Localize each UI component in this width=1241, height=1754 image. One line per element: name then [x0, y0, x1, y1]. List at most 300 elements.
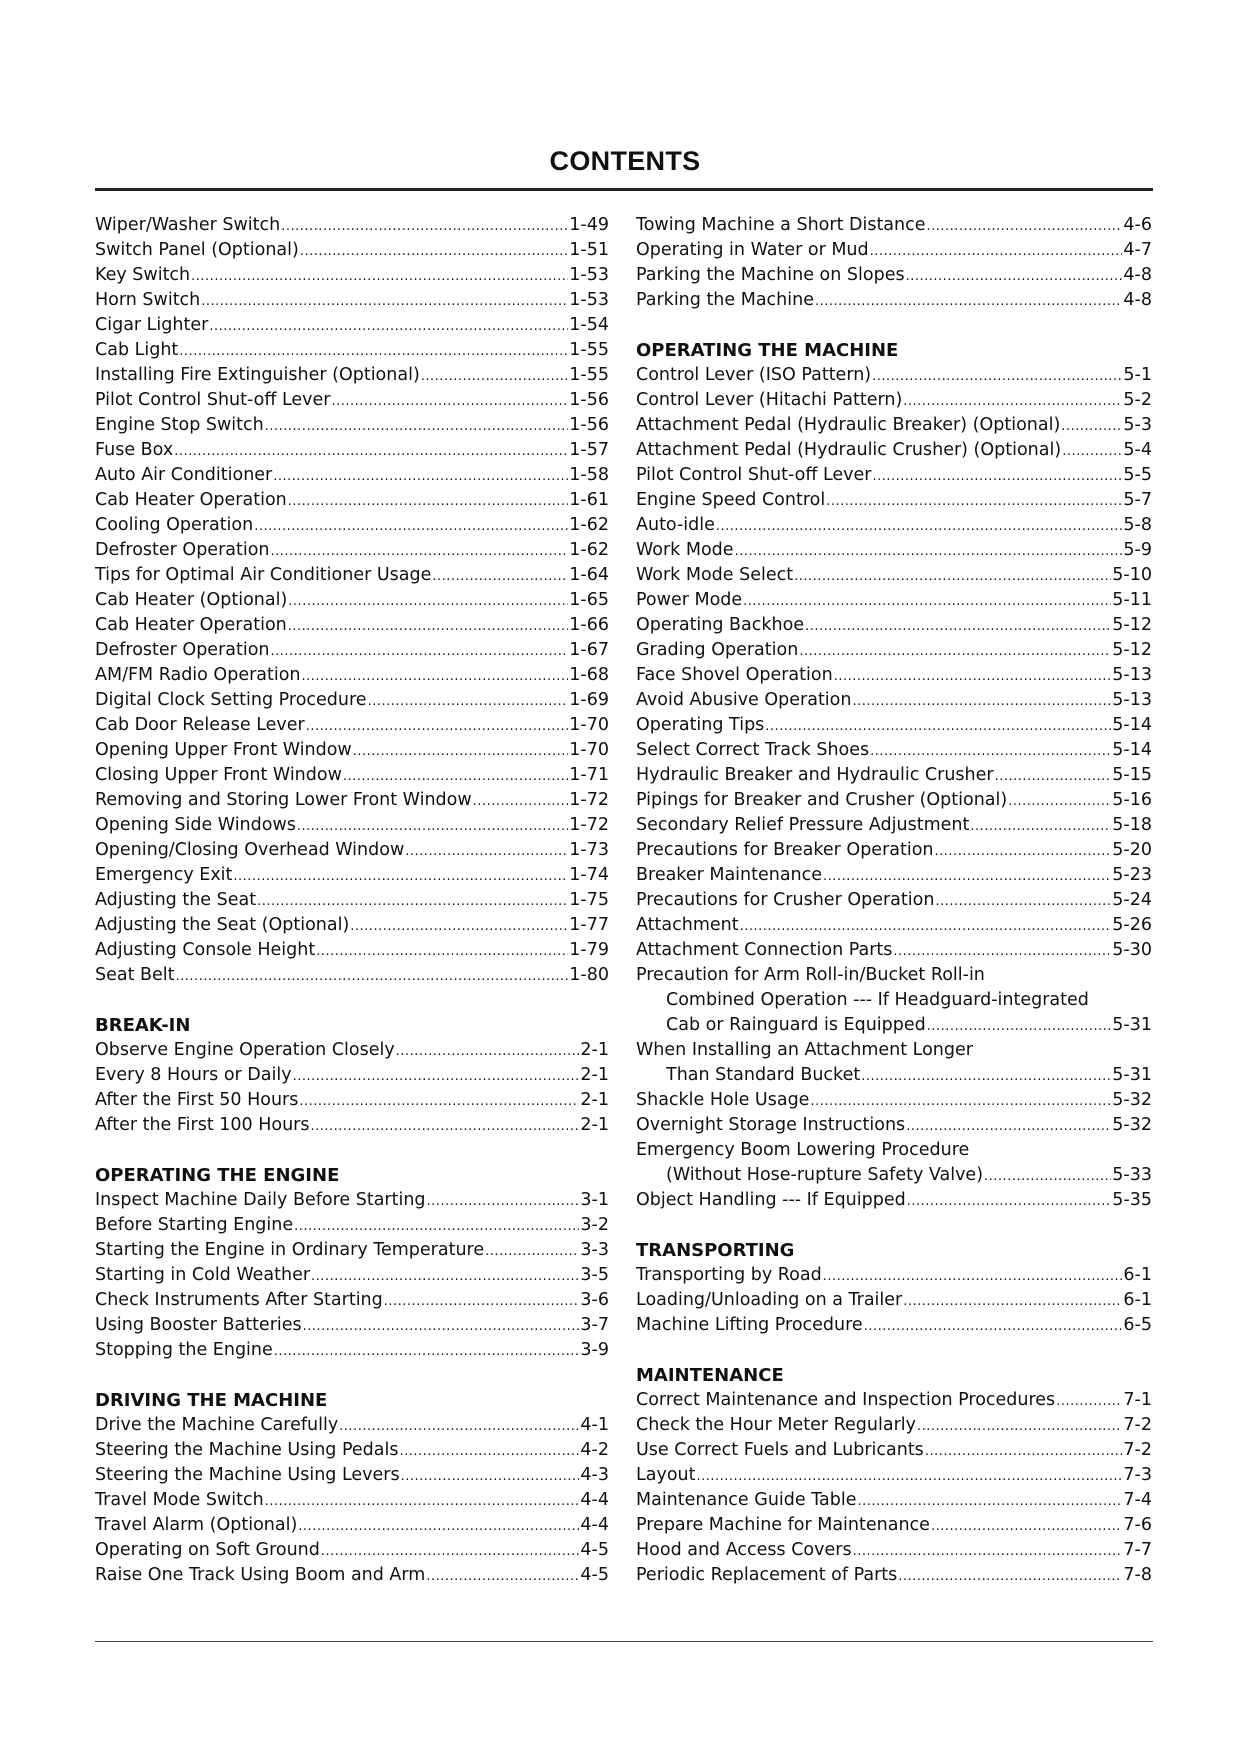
- toc-entry-page: 7-7: [1123, 1540, 1152, 1560]
- toc-entry-title: Opening Upper Front Window: [95, 740, 352, 760]
- toc-entry-title: Transporting by Road: [636, 1265, 822, 1285]
- toc-entry-title: Using Booster Batteries: [95, 1315, 302, 1335]
- toc-entry[interactable]: [636, 263, 1152, 288]
- toc-entry[interactable]: [636, 1513, 1152, 1538]
- toc-entry-page: 1-70: [569, 740, 609, 760]
- toc-entry[interactable]: [636, 488, 1152, 513]
- toc-entry-row: [636, 688, 1152, 713]
- toc-entry-page: 5-7: [1123, 490, 1152, 510]
- toc-entry-title: Stopping the Engine: [95, 1340, 273, 1360]
- toc-entry-title: Every 8 Hours or Daily: [95, 1065, 292, 1085]
- dot-leader: [873, 463, 1123, 489]
- toc-section-operating-the-engine: [95, 1163, 609, 1363]
- dot-leader: [273, 463, 568, 489]
- section-heading: MAINTENANCE: [636, 1365, 784, 1386]
- toc-entry[interactable]: [636, 463, 1152, 488]
- toc-entry-row: [95, 488, 609, 513]
- dot-leader: [935, 888, 1111, 914]
- toc-entry-row: [95, 1113, 609, 1138]
- toc-entry-row: [636, 863, 1152, 888]
- dot-leader: [925, 1438, 1123, 1464]
- dot-leader: [794, 563, 1111, 589]
- toc-entry[interactable]: [636, 738, 1152, 763]
- dot-leader: [984, 1163, 1111, 1189]
- toc-entry-title: Work Mode Select: [636, 565, 794, 585]
- toc-entry[interactable]: [95, 1288, 609, 1313]
- toc-entry-row: [636, 813, 1152, 838]
- toc-entry-title: Overnight Storage Instructions: [636, 1115, 906, 1135]
- toc-entry[interactable]: [636, 413, 1152, 438]
- dot-leader: [288, 488, 569, 514]
- toc-entry[interactable]: [95, 513, 609, 538]
- toc-entry-title: Precautions for Crusher Operation: [636, 890, 935, 910]
- toc-entry-title: Auto Air Conditioner: [95, 465, 273, 485]
- toc-entry-title: Attachment Pedal (Hydraulic Crusher) (Optional): [636, 440, 1062, 460]
- toc-entry-row: [636, 1113, 1152, 1138]
- toc-entry-title: Engine Stop Switch: [95, 415, 264, 435]
- toc-entry[interactable]: [95, 788, 609, 813]
- toc-entry[interactable]: [95, 738, 609, 763]
- toc-entry[interactable]: [636, 638, 1152, 663]
- toc-entry-line: Emergency Boom Lowering Procedure: [636, 1140, 970, 1160]
- toc-entry[interactable]: [636, 288, 1152, 313]
- toc-entry-row: [95, 638, 609, 663]
- toc-entry-title: Check the Hour Meter Regularly: [636, 1415, 916, 1435]
- toc-entry-row: [636, 463, 1152, 488]
- toc-entry-row: [95, 363, 609, 388]
- toc-entry-page: 1-51: [569, 240, 609, 260]
- dot-leader: [740, 913, 1112, 939]
- dot-leader: [927, 213, 1123, 239]
- toc-entry[interactable]: [95, 763, 609, 788]
- toc-entry-title: Operating Backhoe: [636, 615, 805, 635]
- toc-entry[interactable]: [95, 963, 609, 988]
- toc-entry[interactable]: [95, 813, 609, 838]
- toc-entry[interactable]: [95, 638, 609, 663]
- dot-leader: [332, 388, 569, 414]
- toc-entry-page: 1-62: [569, 515, 609, 535]
- dot-leader: [906, 263, 1123, 289]
- toc-entry-row: [95, 1563, 609, 1588]
- toc-entry-row: [95, 1213, 609, 1238]
- toc-entry-page: 1-70: [569, 715, 609, 735]
- toc-entry-row: [95, 713, 609, 738]
- toc-entry[interactable]: [636, 838, 1152, 863]
- toc-entry[interactable]: [95, 338, 609, 363]
- toc-entry-row: [636, 363, 1152, 388]
- dot-leader: [426, 1563, 579, 1589]
- toc-entry[interactable]: [636, 1563, 1152, 1588]
- toc-entry-row: [636, 388, 1152, 413]
- toc-entry[interactable]: [95, 1463, 609, 1488]
- toc-entry-row: [636, 1088, 1152, 1113]
- toc-entry-page: 1-74: [569, 865, 609, 885]
- toc-entry-page: 5-23: [1112, 865, 1152, 885]
- toc-entry[interactable]: [95, 938, 609, 963]
- dot-leader: [297, 813, 568, 839]
- toc-entry[interactable]: [636, 913, 1152, 938]
- toc-entry-page: 1-61: [569, 490, 609, 510]
- toc-entry[interactable]: [95, 1538, 609, 1563]
- toc-entry[interactable]: [636, 1088, 1152, 1113]
- toc-entry-title: Operating on Soft Ground: [95, 1540, 320, 1560]
- toc-entry[interactable]: [95, 838, 609, 863]
- toc-entry-title: Cab Heater Operation: [95, 490, 287, 510]
- toc-entry-title: Cab Heater Operation: [95, 615, 287, 635]
- toc-entry-row: [636, 1388, 1152, 1413]
- toc-entry-page: 1-56: [569, 415, 609, 435]
- toc-entry[interactable]: [636, 238, 1152, 263]
- toc-entry[interactable]: [95, 363, 609, 388]
- toc-entry-page: 5-11: [1112, 590, 1152, 610]
- dot-leader: [316, 938, 568, 964]
- toc-entry-page: 7-2: [1123, 1440, 1152, 1460]
- toc-entry-page: 5-13: [1112, 690, 1152, 710]
- toc-entry-title: Opening/Closing Overhead Window: [95, 840, 405, 860]
- toc-entry[interactable]: [95, 913, 609, 938]
- toc-entry[interactable]: [636, 1438, 1152, 1463]
- toc-entry-row: [95, 1063, 609, 1088]
- toc-entry[interactable]: [636, 1038, 1152, 1088]
- toc-entry-row: [636, 1488, 1152, 1513]
- toc-entry-page: 1-56: [569, 390, 609, 410]
- dot-leader: [799, 638, 1111, 664]
- toc-entry-row: [95, 863, 609, 888]
- toc-entry[interactable]: [95, 388, 609, 413]
- dot-leader: [274, 1338, 580, 1364]
- toc-entry-row: [95, 513, 609, 538]
- toc-entry[interactable]: [636, 1413, 1152, 1438]
- toc-entry[interactable]: [95, 888, 609, 913]
- dot-leader: [294, 1213, 579, 1239]
- toc-entry-row: [95, 213, 609, 238]
- toc-entry-page: 5-32: [1112, 1090, 1152, 1110]
- toc-entry-page: 6-1: [1123, 1290, 1152, 1310]
- dot-leader: [872, 363, 1122, 389]
- toc-entry[interactable]: [636, 613, 1152, 638]
- toc-entry-page: 5-33: [1112, 1165, 1152, 1185]
- toc-entry[interactable]: [95, 1213, 609, 1238]
- toc-entry[interactable]: [636, 538, 1152, 563]
- toc-section-operating-the-machine: [636, 338, 1152, 1213]
- toc-entry-row: [636, 638, 1152, 663]
- section-heading: OPERATING THE MACHINE: [636, 340, 899, 361]
- toc-entry-page: 5-31: [1112, 1015, 1152, 1035]
- toc-entry-title: Adjusting the Seat (Optional): [95, 915, 350, 935]
- dot-leader: [303, 1313, 580, 1339]
- toc-entry[interactable]: [95, 538, 609, 563]
- toc-entry-title: Parking the Machine: [636, 290, 814, 310]
- dot-leader: [401, 1463, 580, 1489]
- toc-entry-title: Avoid Abusive Operation: [636, 690, 852, 710]
- toc-entry-page: 3-2: [580, 1215, 609, 1235]
- toc-entry-title: Travel Alarm (Optional): [95, 1515, 298, 1535]
- toc-entry-row: [95, 388, 609, 413]
- toc-entry[interactable]: [636, 938, 1152, 963]
- toc-entry[interactable]: [95, 238, 609, 263]
- dot-leader: [353, 738, 569, 764]
- toc-entry-title: After the First 100 Hours: [95, 1115, 310, 1135]
- toc-entry[interactable]: [636, 1313, 1152, 1338]
- dot-leader: [343, 763, 568, 789]
- toc-entry-row: [95, 613, 609, 638]
- toc-entry-row: [95, 313, 609, 338]
- toc-entry-title: Hydraulic Breaker and Hydraulic Crusher: [636, 765, 994, 785]
- toc-entry-line: When Installing an Attachment Longer: [636, 1040, 973, 1060]
- toc-entry-page: 1-53: [569, 265, 609, 285]
- toc-entry-page: 5-24: [1112, 890, 1152, 910]
- toc-entry[interactable]: [95, 263, 609, 288]
- toc-entry-row: [95, 1188, 609, 1213]
- toc-entry-page: 4-4: [580, 1490, 609, 1510]
- toc-entry-title: Face Shovel Operation: [636, 665, 833, 685]
- toc-entry-title: Cooling Operation: [95, 515, 254, 535]
- toc-entry-title: Steering the Machine Using Pedals: [95, 1440, 399, 1460]
- toc-entry[interactable]: [636, 963, 1152, 1038]
- toc-entry[interactable]: [636, 1463, 1152, 1488]
- toc-entry[interactable]: [636, 1188, 1152, 1213]
- toc-section-break-in: [95, 1013, 609, 1138]
- toc-entry-page: 1-75: [569, 890, 609, 910]
- toc-entry[interactable]: [636, 213, 1152, 238]
- toc-entry[interactable]: [636, 688, 1152, 713]
- toc-entry-title: AM/FM Radio Operation: [95, 665, 301, 685]
- toc-entry-page: 7-6: [1123, 1515, 1152, 1535]
- toc-entry-page: 4-2: [580, 1440, 609, 1460]
- toc-entry-page: 1-55: [569, 340, 609, 360]
- toc-entry-title: Control Lever (ISO Pattern): [636, 365, 872, 385]
- toc-entry[interactable]: [636, 888, 1152, 913]
- footer-rule: [95, 1641, 1153, 1642]
- toc-entry-page: 5-18: [1112, 815, 1152, 835]
- toc-entry[interactable]: [95, 1038, 609, 1063]
- toc-entry[interactable]: [636, 863, 1152, 888]
- toc-entry-title: Installing Fire Extinguisher (Optional): [95, 365, 420, 385]
- toc-entry[interactable]: [95, 713, 609, 738]
- toc-entry-title: Cab Heater (Optional): [95, 590, 288, 610]
- toc-entry-row: [95, 888, 609, 913]
- toc-entry-row: [95, 938, 609, 963]
- toc-entry-row: [636, 1263, 1152, 1288]
- toc-entry-row: [636, 538, 1152, 563]
- toc-entry-page: 1-67: [569, 640, 609, 660]
- toc-entry-page: 1-64: [569, 565, 609, 585]
- toc-entry[interactable]: [95, 1563, 609, 1588]
- toc-entry-page: 1-69: [569, 690, 609, 710]
- toc-entry-row: [636, 938, 1152, 963]
- toc-entry-title: Loading/Unloading on a Trailer: [636, 1290, 903, 1310]
- toc-entry[interactable]: [95, 488, 609, 513]
- dot-leader: [995, 763, 1112, 789]
- page-title: CONTENTS: [549, 146, 701, 176]
- dot-leader: [321, 1538, 580, 1564]
- toc-entry-row: [95, 1288, 609, 1313]
- toc-entry-row: [636, 1013, 1152, 1038]
- dot-leader: [201, 288, 568, 314]
- toc-entry-page: 4-5: [580, 1565, 609, 1585]
- toc-entry[interactable]: [95, 313, 609, 338]
- toc-entry-title: Digital Clock Setting Procedure: [95, 690, 367, 710]
- toc-entry[interactable]: [95, 213, 609, 238]
- toc-entry-page: 3-1: [580, 1190, 609, 1210]
- toc-entry-page: 5-12: [1112, 640, 1152, 660]
- toc-entry-row: [95, 288, 609, 313]
- dot-leader: [907, 1188, 1112, 1214]
- toc-entry-title: Pilot Control Shut-off Lever: [95, 390, 331, 410]
- toc-entry-title: Attachment Pedal (Hydraulic Breaker) (Optional): [636, 415, 1061, 435]
- toc-entry-title: Closing Upper Front Window: [95, 765, 342, 785]
- toc-entry-title: Pipings for Breaker and Crusher (Optional): [636, 790, 1008, 810]
- toc-entry-title: Defroster Operation: [95, 540, 270, 560]
- toc-entry-title: Cab Light: [95, 340, 179, 360]
- toc-entry-page: 5-14: [1112, 740, 1152, 760]
- toc-entry[interactable]: [636, 788, 1152, 813]
- toc-entry[interactable]: [95, 1413, 609, 1438]
- toc-entry[interactable]: [636, 813, 1152, 838]
- toc-entry-title: Fuse Box: [95, 440, 174, 460]
- toc-entry-title: Grading Operation: [636, 640, 799, 660]
- toc-entry[interactable]: [95, 613, 609, 638]
- dot-leader: [743, 588, 1111, 614]
- toc-entry[interactable]: [636, 1113, 1152, 1138]
- toc-entry-row: [636, 1513, 1152, 1538]
- toc-entry-title: Switch Panel (Optional): [95, 240, 299, 260]
- toc-entry[interactable]: [95, 1438, 609, 1463]
- toc-entry-row: [636, 488, 1152, 513]
- toc-entry-page: 4-3: [580, 1465, 609, 1485]
- toc-entry-page: 3-5: [580, 1265, 609, 1285]
- toc-entry-title: Operating in Water or Mud: [636, 240, 869, 260]
- toc-entry[interactable]: [636, 388, 1152, 413]
- toc-entry[interactable]: [636, 1488, 1152, 1513]
- toc-entry[interactable]: [636, 713, 1152, 738]
- toc-entry-page: 1-77: [569, 915, 609, 935]
- toc-entry[interactable]: [636, 438, 1152, 463]
- toc-entry[interactable]: [636, 1538, 1152, 1563]
- toc-entry[interactable]: [636, 513, 1152, 538]
- dot-leader: [399, 1438, 579, 1464]
- toc-entry[interactable]: [95, 1188, 609, 1213]
- dot-leader: [861, 1063, 1111, 1089]
- toc-entry-title: Seat Belt: [95, 965, 175, 985]
- toc-entry[interactable]: [95, 1313, 609, 1338]
- toc-entry-row: [636, 713, 1152, 738]
- toc-entry-title: Starting in Cold Weather: [95, 1265, 311, 1285]
- toc-entry-row: [95, 338, 609, 363]
- toc-entry[interactable]: [95, 1263, 609, 1288]
- dot-leader: [903, 388, 1122, 414]
- toc-entry[interactable]: [95, 863, 609, 888]
- toc-entry[interactable]: [95, 413, 609, 438]
- toc-entry-row: [95, 738, 609, 763]
- toc-entry-row: [636, 213, 1152, 238]
- toc-entry-page: 5-30: [1112, 940, 1152, 960]
- toc-entry-row: [95, 1238, 609, 1263]
- toc-entry-title: Machine Lifting Procedure: [636, 1315, 863, 1335]
- toc-entry[interactable]: [95, 1488, 609, 1513]
- dot-leader: [852, 688, 1111, 714]
- toc-entry-row: [95, 663, 609, 688]
- toc-entry-title: Cab Door Release Lever: [95, 715, 305, 735]
- toc-entry[interactable]: [95, 1088, 609, 1113]
- toc-entry-row: [636, 263, 1152, 288]
- toc-entry-title: Power Mode: [636, 590, 743, 610]
- toc-entry-page: 5-26: [1112, 915, 1152, 935]
- toc-entry-row: [95, 1088, 609, 1113]
- toc-entry[interactable]: [95, 1238, 609, 1263]
- toc-entry[interactable]: [95, 1338, 609, 1363]
- toc-entry[interactable]: [95, 1113, 609, 1138]
- dot-leader: [716, 513, 1123, 539]
- dot-leader: [893, 938, 1111, 964]
- title-rule: [95, 188, 1153, 191]
- toc-entry[interactable]: [95, 688, 609, 713]
- toc-entry[interactable]: [636, 363, 1152, 388]
- dot-leader: [903, 1288, 1122, 1314]
- toc-entry-row: [636, 913, 1152, 938]
- toc-entry[interactable]: [95, 1513, 609, 1538]
- toc-entry[interactable]: [636, 563, 1152, 588]
- toc-entry[interactable]: [95, 1063, 609, 1088]
- dot-leader: [853, 1538, 1123, 1564]
- toc-entry[interactable]: [636, 1288, 1152, 1313]
- toc-entry[interactable]: [95, 588, 609, 613]
- dot-leader: [432, 563, 568, 589]
- toc-entry-title: (Without Hose-rupture Safety Valve): [666, 1165, 984, 1185]
- toc-entry-row: [636, 1413, 1152, 1438]
- dot-leader: [174, 438, 568, 464]
- toc-entry-title: Inspect Machine Daily Before Starting: [95, 1190, 426, 1210]
- dot-leader: [1056, 1388, 1122, 1414]
- toc-entry-page: 7-8: [1123, 1565, 1152, 1585]
- toc-entry-title: Secondary Relief Pressure Adjustment: [636, 815, 970, 835]
- toc-entry-page: 7-1: [1123, 1390, 1152, 1410]
- toc-entry[interactable]: [95, 563, 609, 588]
- toc-entry-row: [636, 1313, 1152, 1338]
- toc-entry-title: Towing Machine a Short Distance: [636, 215, 926, 235]
- toc-entry[interactable]: [636, 1138, 1152, 1188]
- toc-entry[interactable]: [636, 763, 1152, 788]
- toc-entry-title: Defroster Operation: [95, 640, 270, 660]
- toc-entry-row: [95, 1263, 609, 1288]
- dot-leader: [927, 1013, 1112, 1039]
- dot-leader: [765, 713, 1111, 739]
- toc-entry[interactable]: [636, 1263, 1152, 1288]
- toc-entry-row: [95, 788, 609, 813]
- toc-entry-title: Before Starting Engine: [95, 1215, 294, 1235]
- toc-entry[interactable]: [636, 588, 1152, 613]
- dot-leader: [823, 1263, 1123, 1289]
- toc-entry-page: 7-3: [1123, 1465, 1152, 1485]
- dot-leader: [271, 538, 569, 564]
- toc-entry[interactable]: [95, 663, 609, 688]
- toc-entry[interactable]: [95, 288, 609, 313]
- toc-entry-title: After the First 50 Hours: [95, 1090, 299, 1110]
- toc-entry-line: Precaution for Arm Roll-in/Bucket Roll-in: [636, 965, 985, 985]
- toc-left-column: [95, 213, 609, 1588]
- toc-entry-row: [95, 538, 609, 563]
- toc-entry[interactable]: [636, 663, 1152, 688]
- toc-entry-page: 1-58: [569, 465, 609, 485]
- toc-entry[interactable]: [95, 438, 609, 463]
- toc-entry-row: [95, 1413, 609, 1438]
- dot-leader: [857, 1488, 1122, 1514]
- dot-leader: [384, 1288, 580, 1314]
- toc-entry-row: [95, 838, 609, 863]
- toc-entry[interactable]: [636, 1388, 1152, 1413]
- dot-leader: [931, 1513, 1122, 1539]
- toc-entry[interactable]: [95, 463, 609, 488]
